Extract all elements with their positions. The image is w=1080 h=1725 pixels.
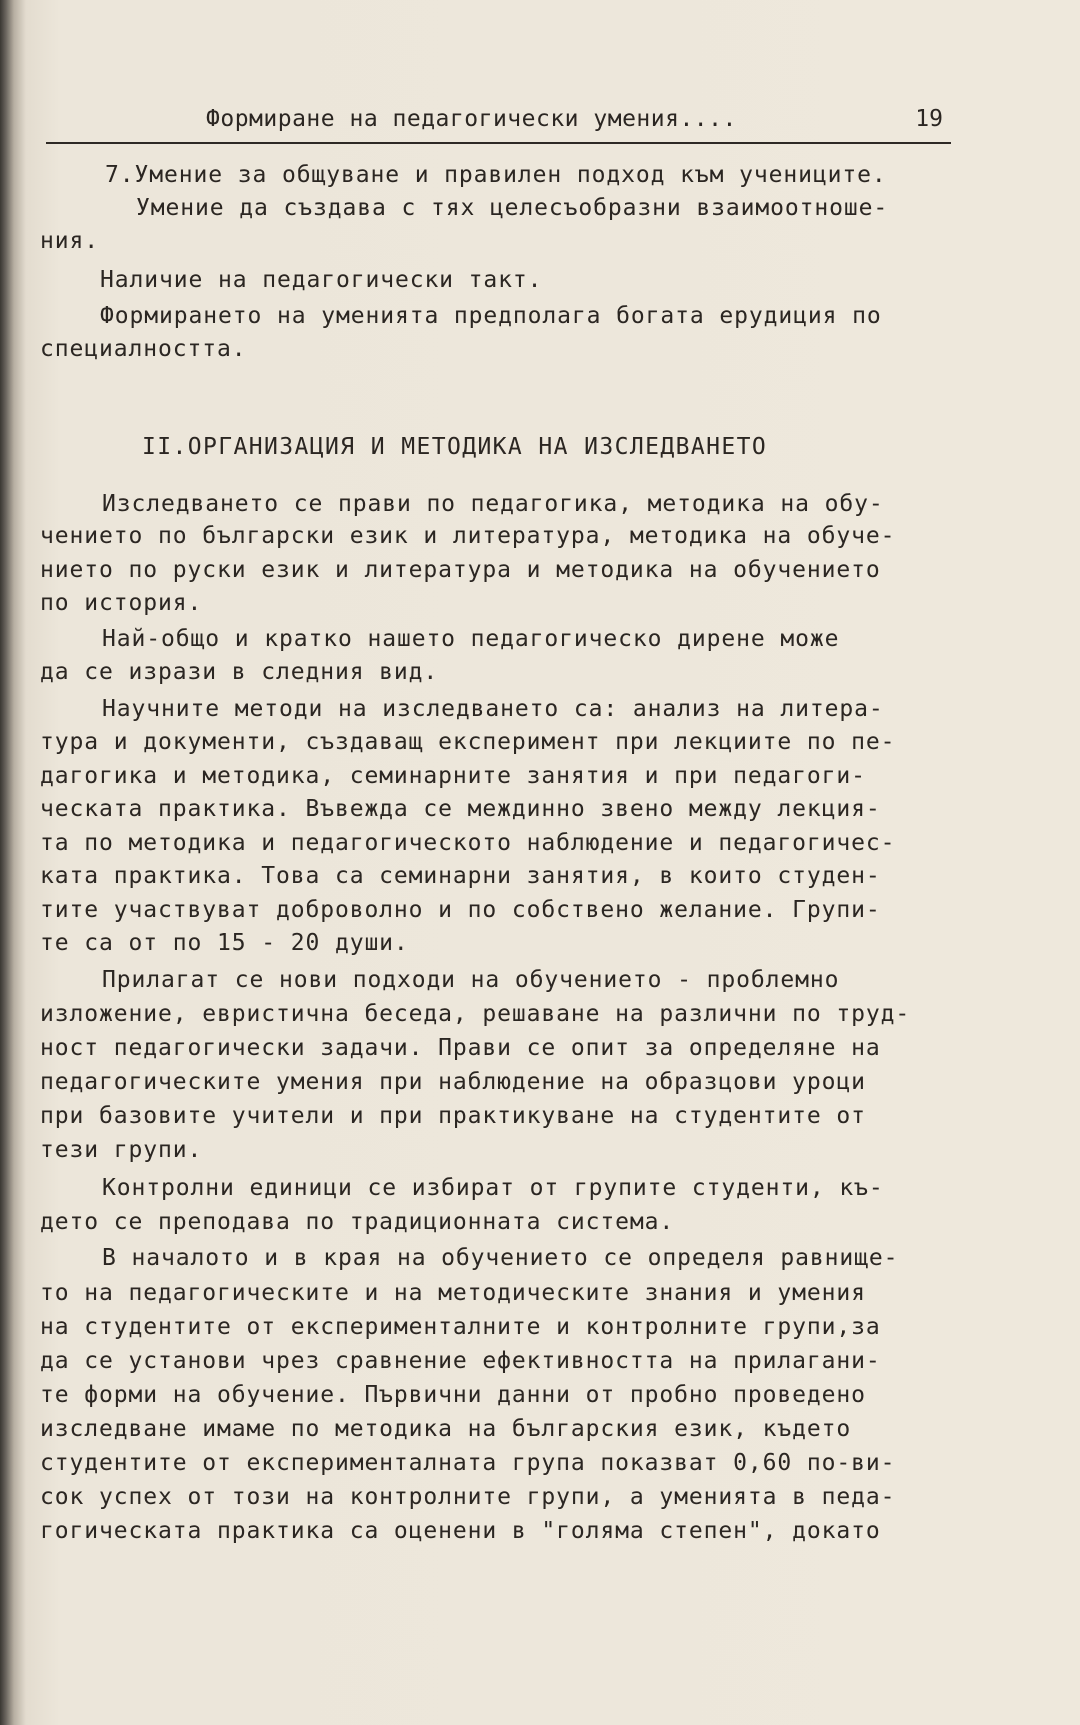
text-line: 7.Умение за общуване и правилен подход към учениците. [105,162,887,188]
text-line: В началото и в края на обучението се определя равнище- [102,1245,899,1271]
text-line: тези групи. [40,1137,203,1163]
text-line: нието по руски език и литература и методика на обучението [40,557,881,583]
text-line: ката практика. Това са семинарни занятия, в които студен- [40,863,881,889]
text-line: да се изрази в следния вид. [40,659,439,685]
text-line: тите участвуват доброволно и по собствено желание. Групи- [40,897,881,923]
text-line: Контролни единици се избират от групите студенти, къ- [102,1175,884,1201]
text-line: дето се преподава по традиционната система. [40,1209,675,1235]
text-line: те са от по 15 - 20 души. [40,930,409,956]
text-line: на студентите от експерименталните и контролните групи,за [40,1314,881,1340]
text-line: те форми на обучение. Първични данни от пробно проведено [40,1382,866,1408]
text-line: изследване имаме по методика на българския език, където [40,1416,852,1442]
text-line: сок успех от този на контролните групи, а уменията в педа- [40,1484,896,1510]
text-line: при базовите учители и при практикуване на студентите от [40,1103,866,1129]
section-heading: II.ОРГАНИЗАЦИЯ И МЕТОДИКА НА ИЗСЛЕДВАНЕТО [142,434,768,460]
text-line: изложение, евристична беседа, решаване на различни по труд- [40,1001,911,1027]
text-line: та по методика и педагогическото наблюдение и педагогичес- [40,830,896,856]
text-line: Най-общо и кратко нашето педагогическо дирене може [102,626,840,652]
text-line: по история. [40,590,203,616]
text-line: дагогика и методика, семинарните занятия и при педагоги- [40,763,866,789]
text-line: чението по български език и литература, методика на обуче- [40,523,896,549]
text-line: педагогическите умения при наблюдение на образцови уроци [40,1069,866,1095]
page-number: 19 [915,106,943,132]
text-line: то на педагогическите и на методическите знания и умения [40,1280,866,1306]
text-line: Изследването се прави по педагогика, методика на обу- [102,491,884,517]
text-line: гогическата практика са оценени в "голяма степен", докато [40,1518,881,1544]
text-line: ност педагогически задачи. Прави се опит за определяне на [40,1035,881,1061]
text-line: ния. [40,228,99,254]
text-line: ческата практика. Въвежда се междинно звено между лекция- [40,796,881,822]
text-line: Наличие на педагогически такт. [100,267,543,293]
running-header [46,106,951,144]
text-line: Научните методи на изследването са: анализ на литера- [102,696,884,722]
text-line: да се установи чрез сравнение ефективността на прилагани- [40,1348,881,1374]
text-line: студентите от експерименталната група показват 0,60 по-ви- [40,1450,896,1476]
header-title: Формиране на педагогически умения.... [206,106,737,132]
text-line: специалността. [40,336,247,362]
text-line: Формирането на уменията предполага богата ерудиция по [100,303,882,329]
text-line: Умение да създава с тях целесъобразни взаимоотноше- [136,195,889,221]
text-line: Прилагат се нови подходи на обучението - проблемно [102,967,840,993]
text-line: тура и документи, създаващ експеримент при лекциите по пе- [40,729,896,755]
